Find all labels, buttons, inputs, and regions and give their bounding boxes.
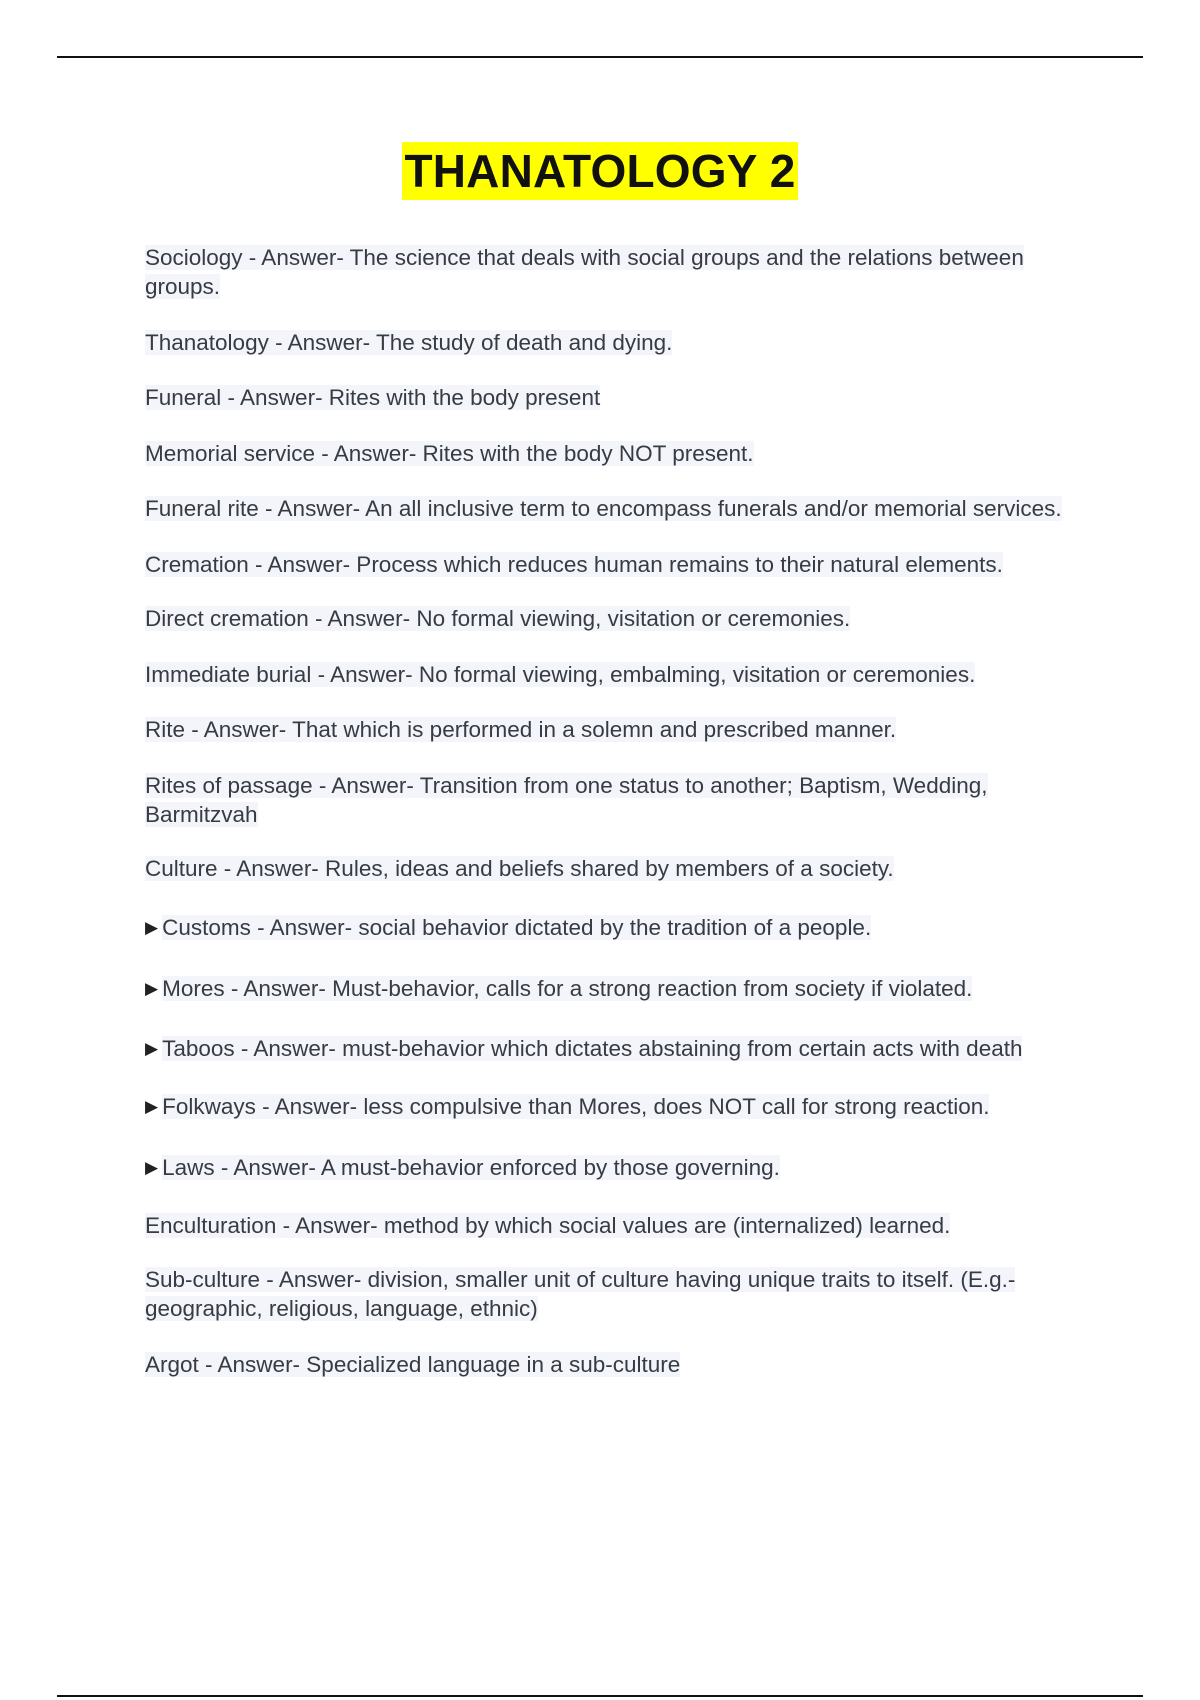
entry-text: Rite - Answer- That which is performed in a solemn and prescribed manner. <box>145 717 897 742</box>
entry-text: Direct cremation - Answer- No formal viewing, visitation or ceremonies. <box>145 606 851 631</box>
list-item <box>145 1350 1065 1379</box>
list-item <box>145 1153 1065 1184</box>
entry-text: Funeral - Answer- Rites with the body present <box>145 385 601 410</box>
triangle-bullet-icon: ▶ <box>145 918 159 937</box>
list-item <box>145 328 1065 357</box>
list-item <box>145 974 1065 1005</box>
top-divider <box>57 56 1143 58</box>
page-title: THANATOLOGY 2 <box>402 142 797 200</box>
list-item <box>145 550 1065 579</box>
entry-text: Mores - Answer- Must-behavior, calls for a strong reaction from society if violated. <box>162 976 973 1001</box>
list-item <box>145 1211 1065 1240</box>
entry-text: Thanatology - Answer- The study of death and dying. <box>145 330 673 355</box>
triangle-bullet-icon: ▶ <box>145 1039 159 1058</box>
list-item <box>145 494 1065 523</box>
list-item <box>145 383 1065 412</box>
list-item <box>145 439 1065 468</box>
list-item <box>145 243 1065 301</box>
entry-text: Immediate burial - Answer- No formal viewing, embalming, visitation or ceremonies. <box>145 662 976 687</box>
entry-text: Funeral rite - Answer- An all inclusive term to encompass funerals and/or memorial services. <box>145 496 1062 521</box>
list-item <box>145 771 1065 829</box>
entry-text: Enculturation - Answer- method by which social values are (internalized) learned. <box>145 1213 951 1238</box>
title-container <box>0 142 1200 200</box>
triangle-bullet-icon: ▶ <box>145 1158 159 1177</box>
entry-text: Memorial service - Answer- Rites with the body NOT present. <box>145 441 754 466</box>
entry-list <box>145 243 1065 1379</box>
list-item <box>145 604 1065 633</box>
bottom-divider <box>57 1695 1143 1697</box>
triangle-bullet-icon: ▶ <box>145 979 159 998</box>
list-item <box>145 1092 1065 1123</box>
list-item <box>145 1034 1065 1065</box>
entry-text: Customs - Answer- social behavior dictated by the tradition of a people. <box>162 915 872 940</box>
triangle-bullet-icon: ▶ <box>145 1097 159 1116</box>
entry-text: Taboos - Answer- must-behavior which dictates abstaining from certain acts with death <box>162 1036 1023 1061</box>
list-item <box>145 715 1065 744</box>
list-item <box>145 913 1065 944</box>
entry-text: Folkways - Answer- less compulsive than Mores, does NOT call for strong reaction. <box>162 1094 990 1119</box>
entry-text: Cremation - Answer- Process which reduces human remains to their natural elements. <box>145 552 1003 577</box>
entry-text: Sociology - Answer- The science that deals with social groups and the relations between groups. <box>145 245 1024 299</box>
list-item <box>145 854 1065 883</box>
entry-text: Culture - Answer- Rules, ideas and beliefs shared by members of a society. <box>145 856 894 881</box>
entry-text: Argot - Answer- Specialized language in a sub-culture <box>145 1352 681 1377</box>
list-item <box>145 1265 1065 1323</box>
entry-text: Sub-culture - Answer- division, smaller unit of culture having unique traits to itself. (E.g.-geographic, religious, language, ethnic) <box>145 1267 1016 1321</box>
entry-text: Laws - Answer- A must-behavior enforced by those governing. <box>162 1155 780 1180</box>
entry-text: Rites of passage - Answer- Transition from one status to another; Baptism, Wedding, Barmitzvah <box>145 773 988 827</box>
list-item <box>145 660 1065 689</box>
